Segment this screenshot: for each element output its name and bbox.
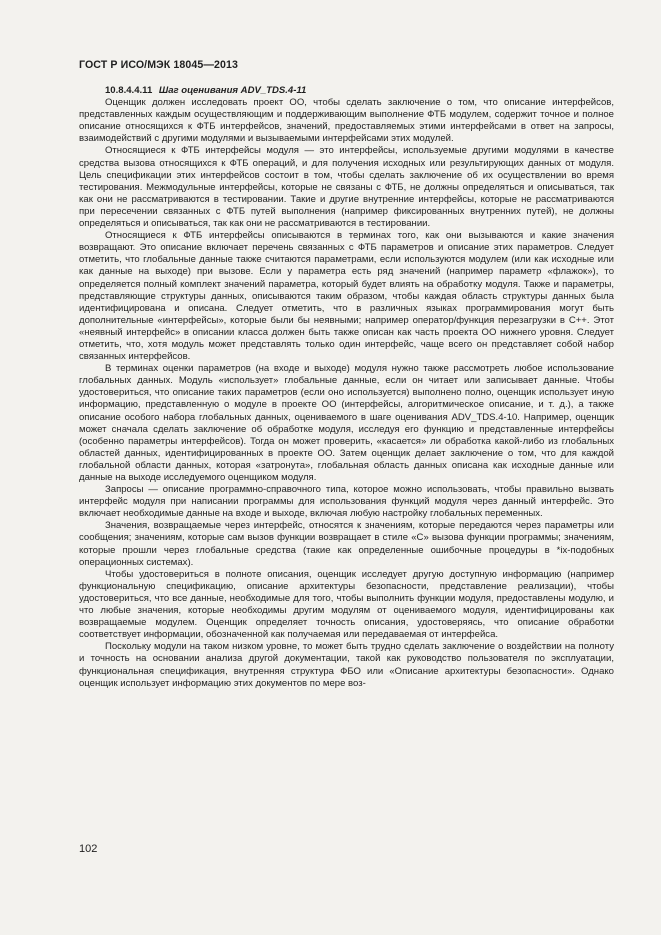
section-number: 10.8.4.4.11 bbox=[105, 85, 153, 96]
page-header-standard: ГОСТ Р ИСО/МЭК 18045—2013 bbox=[79, 59, 238, 71]
paragraph: Значения, возвращаемые через интерфейс, относятся к значениям, которые передаются через параметры или сообщения; значениям, которые сам вызов функции возвращает в стиле «C» вызова функции программы; значениям, которые прошли через глобальные средства (такие как определенные ошибочные процедуры в *ix-подобных операционных системах). bbox=[79, 520, 614, 568]
paragraph: Относящиеся к ФТБ интерфейсы модуля — это интерфейсы, используемые другими модулями в качестве средства вызова относящихся к ФТБ операций, и для получения исходных или результирующих данных от модуля. Цель спецификации этих интерфейсов состоит в том, чтобы сделать заключение об их осуществлении во время тестирования. Межмодульные интерфейсы, которые не связаны с ФТБ, не должны определяться и описываться, так как они не рассматриваются в тестировании. Такие и другие внутренние интерфейсы, которые не рассматриваются при пересечении связанных с ФТБ путей выполнения (например фиксированных внутренних путей), не должны определяться и описываться, так как они не рассматриваются в тестировании. bbox=[79, 145, 614, 230]
paragraph: Оценщик должен исследовать проект ОО, чтобы сделать заключение о том, что описание интерфейсов, представленных каждым осуществляющим и поддерживающим выполнение ФТБ модулем, содержит точное и полное описание относящихся к ФТБ интерфейсов, значений, предоставляемых этими интерфейсами в ответ на запросы, взаимодействий с другими модулями и вызываемыми интерфейсами этих модулей. bbox=[79, 97, 614, 145]
section-title: Шаг оценивания ADV_TDS.4-11 bbox=[158, 85, 307, 96]
paragraph: Чтобы удостовериться в полноте описания, оценщик исследует другую доступную информацию (например функциональную спецификацию, описание архитектуры безопасности, представление реализации), чтобы удостовериться, что все данные, необходимые для того, чтобы выполнить функции модуля, предоставлены модулю, и что любые значения, которые необходимы другим модулям от оцениваемого модуля, идентифицированы как возвращаемые модулем. Оценщик определяет точность описания, удостоверяясь, что описание обработки соответствует информации, обозначенной как получаемая или передаваемая от интерфейса. bbox=[79, 568, 614, 641]
section-heading bbox=[79, 85, 614, 97]
page-number: 102 bbox=[79, 843, 98, 855]
document-body bbox=[79, 85, 614, 690]
paragraph: Поскольку модули на таком низком уровне, то может быть трудно сделать заключение о воздействии на полноту и точность на основании анализа другой документации, такой как руководство пользователя по эксплуатации, функциональная спецификация, внутренняя структура ФБО или «Описание архитектуры безопасности». Однако оценщик использует информацию этих документов по мере воз- bbox=[79, 641, 614, 689]
paragraph: В терминах оценки параметров (на входе и выходе) модуля нужно также рассмотреть любое использование глобальных данных. Модуль «использует» глобальные данные, если он читает или записывает данные. Чтобы удостовериться, что описание таких параметров (если оно используется) выполнено полно, оценщик использует иную информацию, представленную о модуле в проекте ОО (интерфейсы, алгоритмическое описание, и т. д.), а также описание особого набора глобальных данных, оцениваемого в шаге оценивания ADV_TDS.4-10. Например, оценщик может сначала сделать заключение об обработке модуля, исследуя его функцию и представленные интерфейсы (особенно параметры интерфейсов). Тогда он может проверить, «касается» ли обработка какой-либо из глобальных областей данных, идентифицированных в проекте ОО. Затем оценщик делает заключение о том, что для каждой глобальной области данных, которая «затронута», глобальная область данных описана как исходные данные или данные на выходе исследуемого оценщиком модуля. bbox=[79, 363, 614, 483]
paragraph: Запросы — описание программно-справочного типа, которое можно использовать, чтобы правильно вызвать интерфейс модуля при написании программы для использования функций модуля через данный интерфейс. Это включает необходимые данные на входе и выходе, включая любую настройку глобальных переменных. bbox=[79, 484, 614, 520]
paragraph: Относящиеся к ФТБ интерфейсы описываются в терминах того, как они вызываются и какие значения возвращают. Это описание включает перечень связанных с ФТБ параметров и описание этих параметров. Следует отметить, что глобальные данные также считаются параметрами, если используются модулем (или как исходные или как данные на выходе) при вызове. Если у параметра есть ряд значений (например параметр «флажок»), то определяется полный комплект значений параметра, который будет влиять на обработку модуля. Также и параметры, представляющие структуры данных, описываются таким образом, чтобы каждая область структуры данных была идентифицирована и описана. Следует отметить, что в различных языках программирования могут быть дополнительные «интерфейсы», которые были бы неявными; например оператор/функция перезагрузки в C++. Этот «неявный интерфейс» в описании класса должен быть также описан как часть проекта ОО нижнего уровня. Следует отметить, что, хотя модуль может представлять только один интерфейс, чаще всего он представляет собой набор связанных интерфейсов. bbox=[79, 230, 614, 363]
